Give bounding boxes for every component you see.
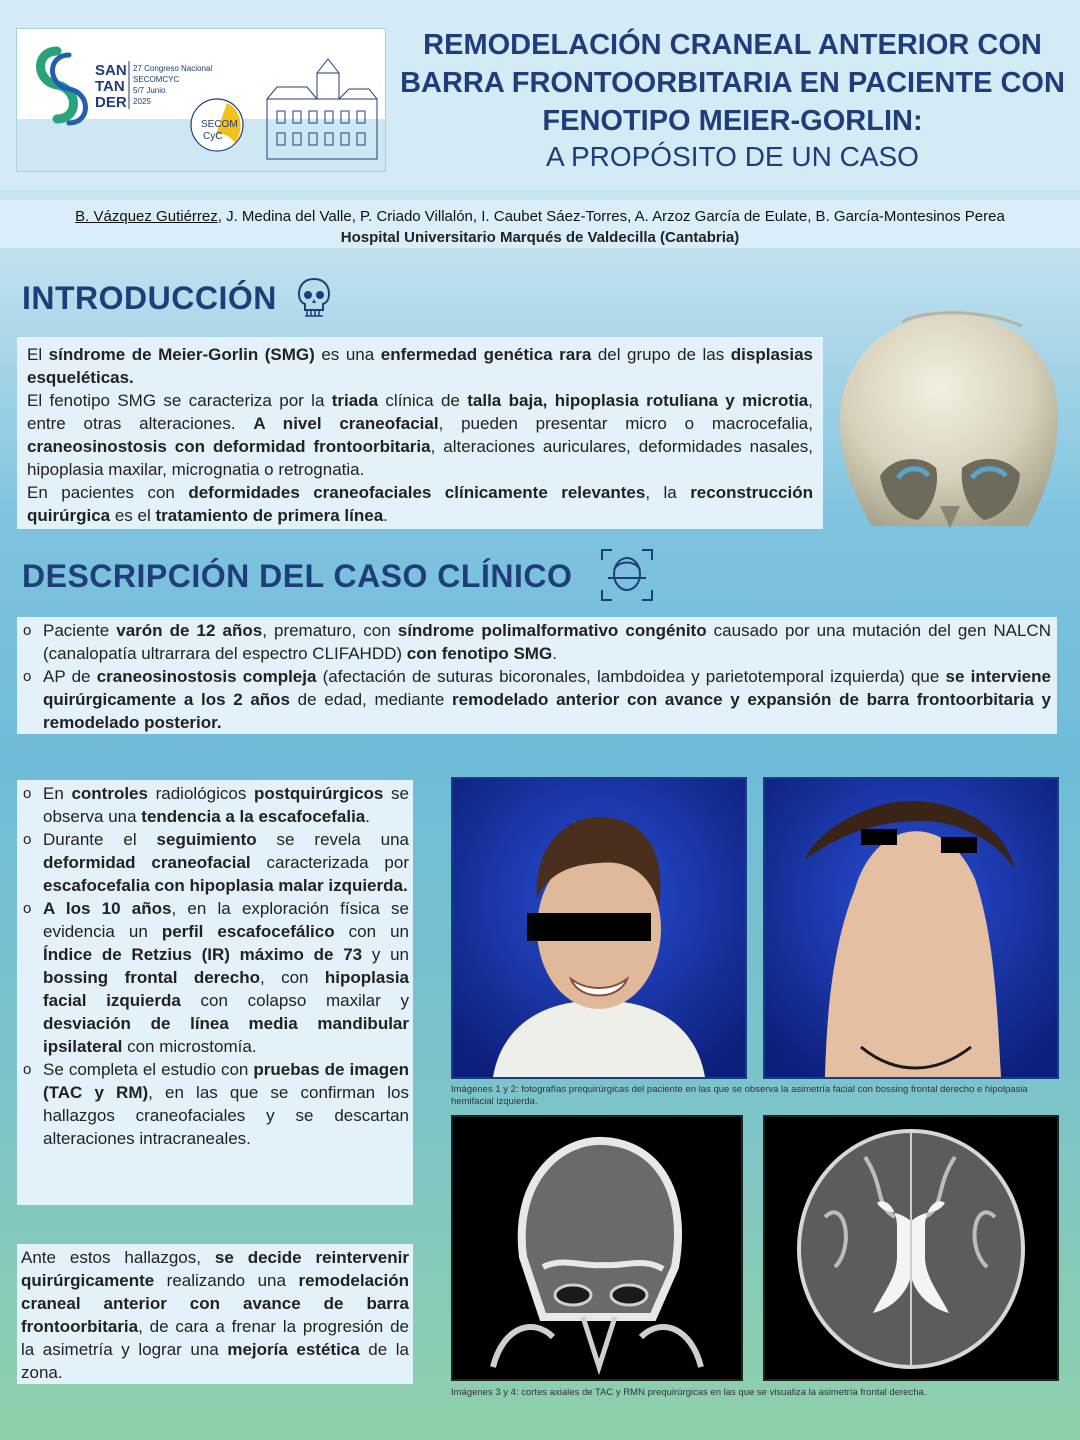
intro-heading: INTRODUCCIÓN — [22, 280, 277, 316]
intro-paragraph-2: El fenotipo SMG se caracteriza por la triada clínica de talla baja, hipoplasia rotuliana y microtia, entre otras alteraciones. A nivel craneofacial, pueden presentar micro o macrocefalia, craneosinostosis con deformidad frontoorbitaria, alteraciones auriculares, deformidades nasales, hipoplasia maxilar, micrognatia o retrognatia. — [27, 391, 813, 479]
followup-bullet-2: o Durante el seguimiento se revela una deformidad craneofacial caracterizada por escafocefalia con hipoplasia malar izquierda. — [17, 828, 409, 897]
case-summary-box — [17, 617, 1057, 734]
scans-caption: Imágenes 3 y 4: cortes axiales de TAC y RMN prequirúrgicas en las que se visualiza la asimetría frontal derecha. — [451, 1387, 927, 1398]
poster-title: REMODELACIÓN CRANEAL ANTERIOR CON BARRA FRONTOORBITARIA EN PACIENTE CON FENOTIPO MEIER-GORLIN: — [400, 29, 1065, 137]
followup-bullet-4: o Se completa el estudio con pruebas de imagen (TAC y RM), en las que se confirman los hallazgos craneofaciales y se descartan alteraciones intracraneales. — [17, 1058, 409, 1150]
authors-line — [0, 200, 1080, 228]
case-bullet-1: o Paciente varón de 12 años, prematuro, con síndrome polimalformativo congénito causado por una mutación del gen NALCN (canalopatía ultrarrara del espectro CLIFAHDD) con fenotipo SMG. — [17, 619, 1051, 665]
patient-front-photo — [451, 777, 747, 1079]
mri-scan-image — [763, 1115, 1059, 1381]
svg-text:5/7 Junio: 5/7 Junio — [133, 86, 166, 95]
congress-banner — [16, 28, 386, 172]
eye-censor-bar — [527, 913, 651, 941]
case-heading: DESCRIPCIÓN DEL CASO CLÍNICO — [22, 558, 573, 594]
decision-paragraph: Ante estos hallazgos, se decide reintervenir quirúrgicamente realizando una remodelación craneal anterior con avance de barra frontoorbitaria, de cara a frenar la progresión de la asimetría y lograr una mejoría estética de la zona. — [21, 1248, 410, 1382]
photos-caption: Imágenes 1 y 2: fotografías prequirúrgicas del paciente en las que se observa la asimetría facial con bossing frontal derecho e hipolpasia hemifacial izquierda. — [451, 1084, 1028, 1107]
hospital-name: Hospital Universitario Marqués de Valdecilla (Cantabria) — [340, 229, 740, 246]
censor-bar-left — [861, 829, 897, 845]
svg-text:CyC: CyC — [203, 131, 223, 142]
poster-subtitle: A PROPÓSITO DE UN CASO — [546, 141, 919, 172]
skull-3d-render-image — [832, 306, 1064, 532]
decision-box — [17, 1244, 413, 1384]
svg-text:2025: 2025 — [133, 97, 151, 106]
svg-text:DER: DER — [95, 94, 127, 111]
followup-bullet-1: o En controles radiológicos postquirúrgicos se observa una tendencia a la escafocefalia. — [17, 782, 409, 828]
intro-paragraph-1: El síndrome de Meier-Gorlin (SMG) es una enfermedad genética rara del grupo de las displasias esqueléticas. — [27, 345, 814, 387]
intro-text-box — [17, 337, 823, 529]
patient-chin-up-photo — [763, 777, 1059, 1079]
censor-bar-right — [941, 837, 977, 853]
svg-text:SECOMCYC: SECOMCYC — [133, 75, 180, 84]
case-bullet-2: o AP de craneosinostosis compleja (afectación de suturas bicoronales, lambdoidea y parietotemporal izquierda) que se interviene quirúrgicamente a los 2 años de edad, mediante remodelado anterior con avance y expansión de barra frontoorbitaria y remodelado posterior. — [17, 665, 1051, 734]
co-authors: , J. Medina del Valle, P. Criado Villalón, I. Caubet Sáez-Torres, A. Arzoz García de Eulate, B. García-Montesinos Perea — [217, 208, 1005, 225]
face-scan-icon — [600, 548, 654, 602]
svg-text:27 Congreso Nacional: 27 Congreso Nacional — [133, 64, 213, 73]
followup-bullet-3: o A los 10 años, en la exploración física se evidencia un perfil escafocefálico con un Índice de Retzius (IR) máximo de 73 y un bossing frontal derecho, con hipoplasia facial izquierda con colapso maxilar y desviación de línea media mandibular ipsilateral con microstomía. — [17, 897, 409, 1058]
followup-box — [17, 780, 413, 1205]
congress-logo-image — [17, 29, 386, 172]
svg-text:SAN: SAN — [95, 62, 127, 79]
intro-paragraph-3: En pacientes con deformidades craneofaciales clínicamente relevantes, la reconstrucción quirúrgica es el tratamiento de primera línea. — [27, 483, 813, 525]
svg-text:TAN: TAN — [95, 78, 125, 95]
ct-scan-image — [451, 1115, 743, 1381]
authors-band — [0, 200, 1080, 248]
first-author: B. Vázquez Gutiérrez — [75, 208, 218, 225]
skull-icon — [296, 276, 332, 320]
svg-text:SECOM: SECOM — [201, 119, 238, 130]
